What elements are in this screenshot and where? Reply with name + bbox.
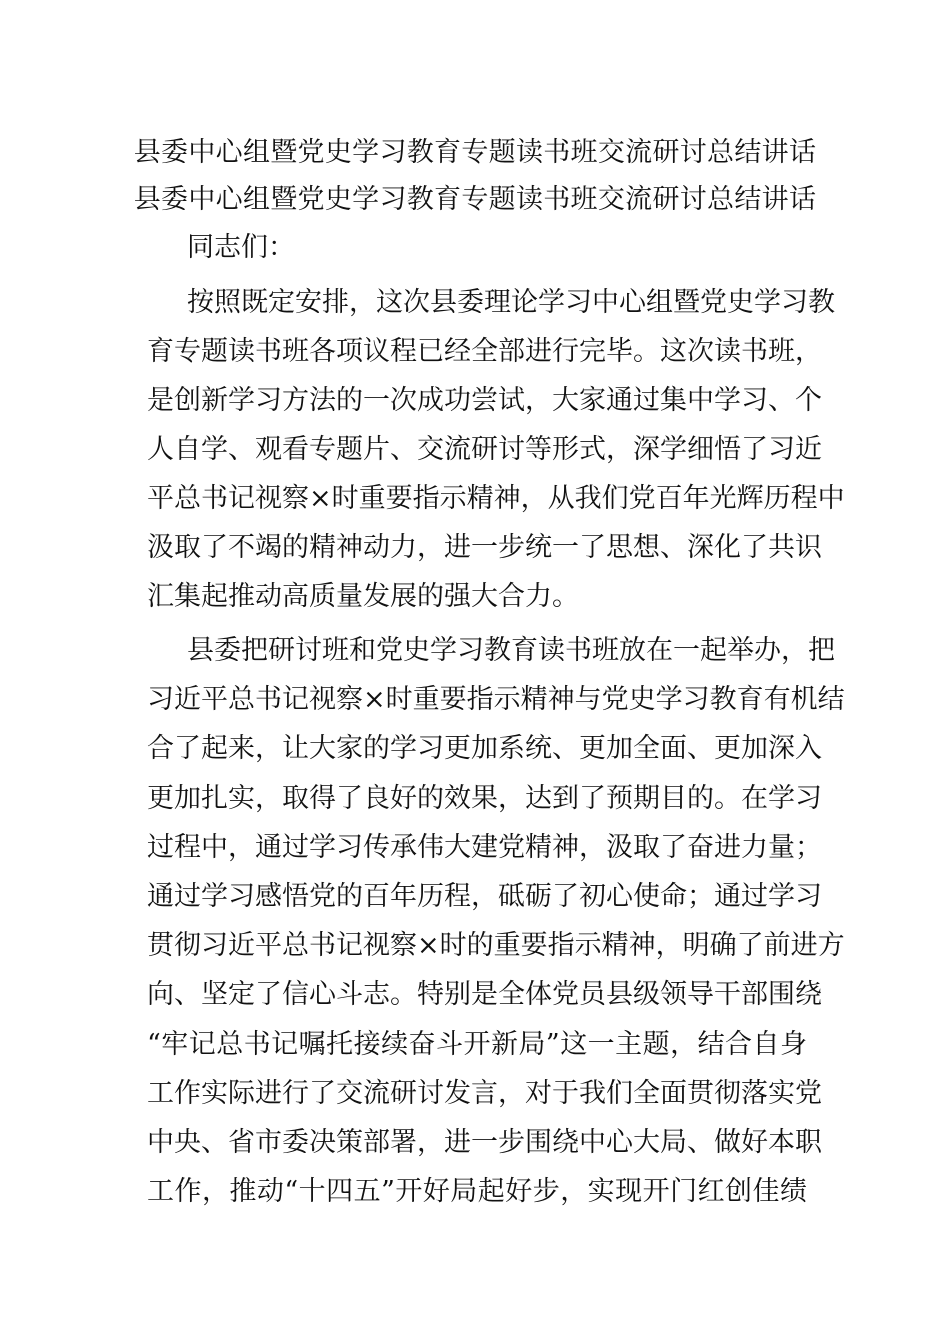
document-title-repeat: 县委中心组暨党史学习教育专题读书班交流研讨总结讲话 [133, 184, 817, 215]
body-line: 工作实际进行了交流研讨发言，对于我们全面贯彻落实党 [147, 1078, 822, 1109]
body-line: 贯彻习近平总书记视察×时的重要指示精神，明确了前进方 [147, 930, 845, 961]
body-line: “牢记总书记嘱托接续奋斗开新局”这一主题，结合自身 [147, 1029, 807, 1060]
body-line: 人自学、观看专题片、交流研讨等形式，深学细悟了习近 [147, 434, 822, 465]
body-line: 习近平总书记视察×时重要指示精神与党史学习教育有机结 [147, 684, 845, 715]
document-title: 县委中心组暨党史学习教育专题读书班交流研讨总结讲话 [133, 137, 817, 168]
body-line: 县委把研讨班和党史学习教育读书班放在一起举办，把 [187, 635, 835, 666]
body-line: 汇集起推动高质量发展的强大合力。 [147, 581, 579, 612]
body-line: 更加扎实，取得了良好的效果，达到了预期目的。在学习 [147, 783, 822, 814]
salutation: 同志们： [187, 232, 295, 263]
body-line: 中央、省市委决策部署，进一步围绕中心大局、做好本职 [147, 1127, 822, 1158]
body-line: 按照既定安排，这次县委理论学习中心组暨党史学习教 [187, 287, 835, 318]
body-line: 向、坚定了信心斗志。特别是全体党员县级领导干部围绕 [147, 979, 822, 1010]
body-line: 是创新学习方法的一次成功尝试，大家通过集中学习、个 [147, 385, 822, 416]
body-line: 过程中，通过学习传承伟大建党精神，汲取了奋进力量； [147, 832, 822, 863]
body-line: 平总书记视察×时重要指示精神，从我们党百年光辉历程中 [147, 483, 845, 514]
body-line: 工作，推动“十四五”开好局起好步，实现开门红创佳绩 [147, 1176, 807, 1207]
body-line: 合了起来，让大家的学习更加系统、更加全面、更加深入 [147, 733, 822, 764]
body-line: 汲取了不竭的精神动力，进一步统一了思想、深化了共识 [147, 532, 822, 563]
body-line: 育专题读书班各项议程已经全部进行完毕。这次读书班， [147, 336, 822, 367]
body-line: 通过学习感悟党的百年历程，砥砺了初心使命；通过学习 [147, 881, 822, 912]
